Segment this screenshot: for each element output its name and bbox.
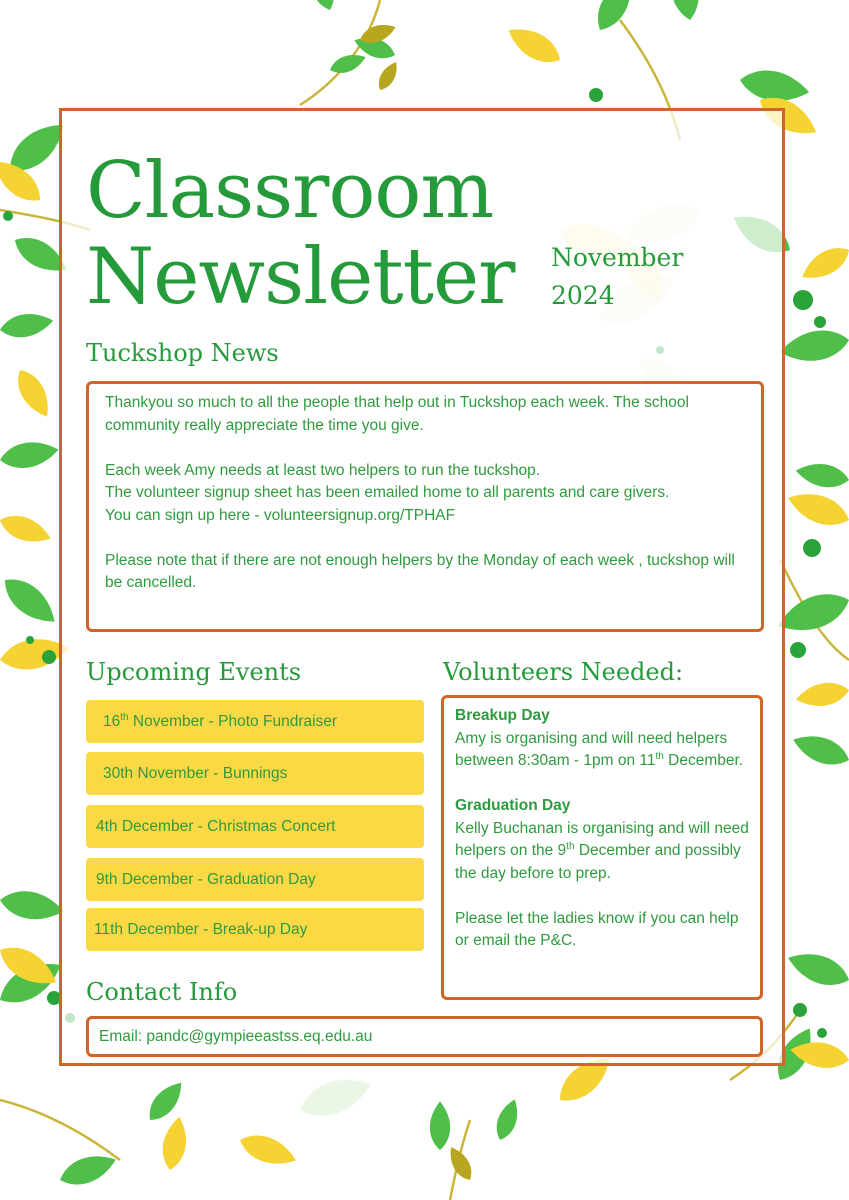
breakup-day-text: Amy is organising and will need helpers between 8:30am - 1pm on 11th December. xyxy=(455,729,744,769)
events-heading: Upcoming Events xyxy=(86,658,302,686)
tuckshop-cancel-note: Please note that if there are not enough helpers by the Monday of each week , tuckshop will be cancelled. xyxy=(105,551,735,591)
event-item: 11th December - Break-up Day xyxy=(86,908,424,951)
tuckshop-thanks: Thankyou so much to all the people that help out in Tuckshop each week. The school community really appreciate the time you give. xyxy=(105,394,689,434)
title-line-1: Classroom xyxy=(86,146,494,236)
graduation-day-text: Kelly Buchanan is organising and will need helpers on the 9th December and possibly the day before to prep. xyxy=(455,819,749,882)
title-line-2: Newsletter xyxy=(86,232,515,322)
breakup-day-title: Breakup Day xyxy=(455,707,550,724)
tuckshop-heading: Tuckshop News xyxy=(86,339,279,367)
contact-email[interactable]: Email: pandc@gympieeastss.eq.edu.au xyxy=(99,1028,373,1045)
issue-month: November xyxy=(551,243,684,272)
event-item: 9th December - Graduation Day xyxy=(86,858,424,901)
contact-heading: Contact Info xyxy=(86,978,238,1006)
contact-box xyxy=(86,1016,763,1057)
volunteers-box xyxy=(441,695,763,1000)
tuckshop-signup-sheet: The volunteer signup sheet has been emailed home to all parents and care givers. xyxy=(105,484,670,501)
volunteers-heading: Volunteers Needed: xyxy=(443,658,684,686)
tuckshop-box xyxy=(86,381,764,632)
event-item: 16th November - Photo Fundraiser xyxy=(86,700,424,743)
tuckshop-signup-link: You can sign up here - volunteersignup.org/TPHAF xyxy=(105,506,456,524)
event-item: 30th November - Bunnings xyxy=(86,752,424,795)
event-item: 4th December - Christmas Concert xyxy=(86,805,424,848)
issue-year: 2024 xyxy=(551,281,615,310)
graduation-day-title: Graduation Day xyxy=(455,797,571,814)
volunteers-closing: Please let the ladies know if you can help or email the P&C. xyxy=(455,909,739,949)
tuckshop-helpers-needed: Each week Amy needs at least two helpers to run the tuckshop. xyxy=(105,461,541,479)
